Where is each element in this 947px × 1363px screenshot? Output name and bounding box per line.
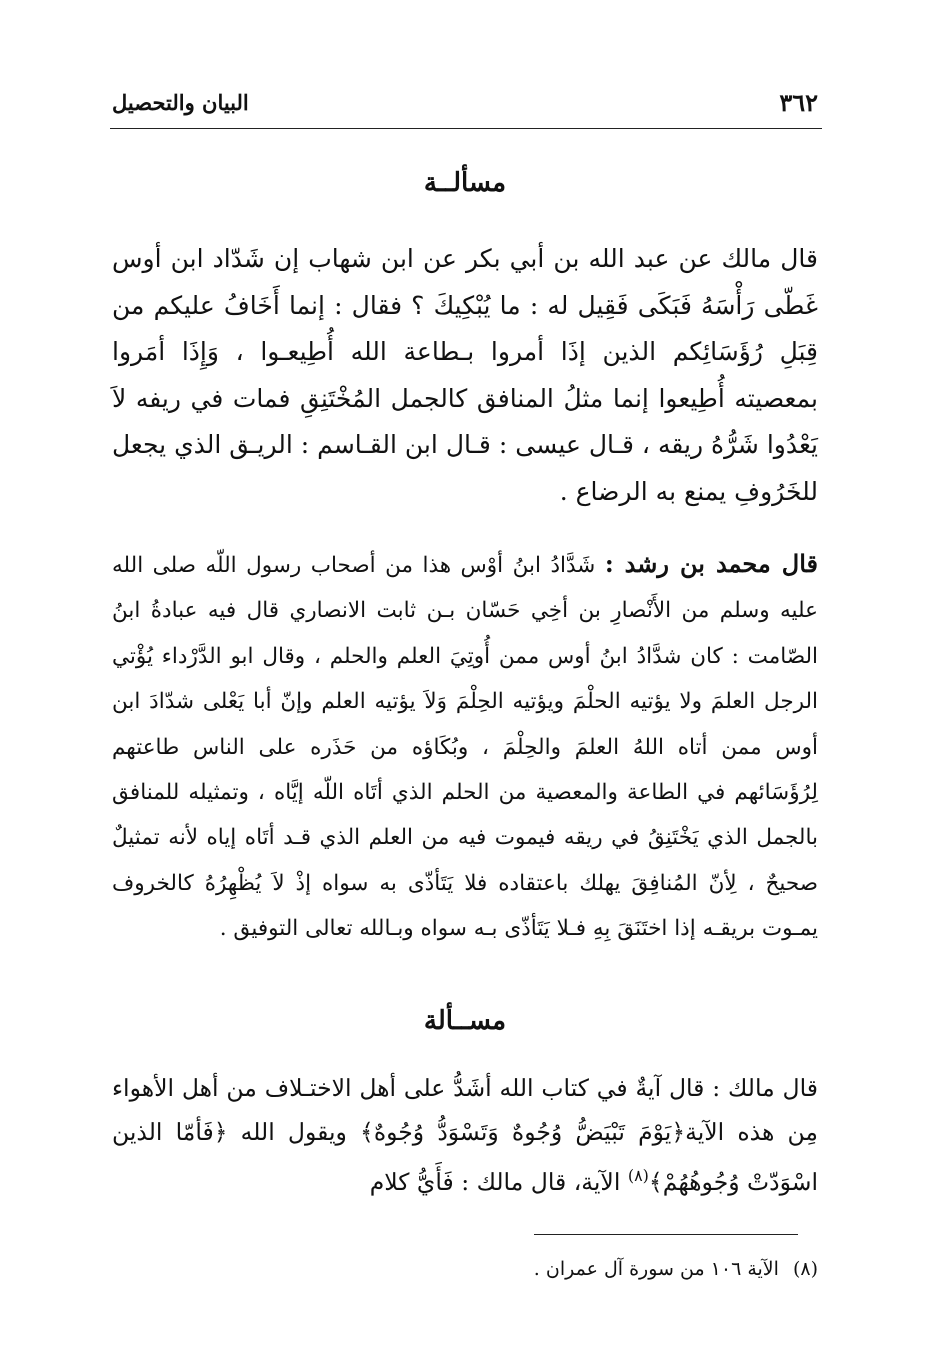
footnote-reference: (٨) [627,1166,649,1185]
header-rule [110,128,822,129]
commentary-lead: قال محمد بن رشد : [604,549,818,578]
paragraph-text: قال مالك عن عبد الله بن أبي بكر عن ابن شهاب إن شَدّاد ابن أوس غَطّى رَأْسَهُ فَبَكَى فَقِيل له : ما يُبْكِيكَ ؟ فقال : إنما أَخَافُ عليكم من قِبَلِ رُؤَسَائِكم الذين إذَا أمروا بـطاعة الله أُطِيعـوا ، وَإِذَا أمَروا بمعصيته أُطِيعوا إنما مثلُ المنافق كالجمل المُخْتَنِقِ فمات في ريفه لاَ يَعْدُوا شَرُّهُ ريقه ، قـال عيسى : قـال ابن القـاسم : الريـق الذي يجعل للخَرُوفِ يمنع به الرضاع . [112,244,818,506]
page-header [112,88,818,128]
running-title: البيان والتحصيل [112,90,249,115]
paragraph-text [112,1066,818,1204]
section-heading-1: مسألــة [423,168,507,198]
footnote-rule [534,1234,798,1235]
question-text-b: الآية، قال مالك : فَأَيُّ كلام [369,1167,628,1196]
paragraph-question [112,1066,818,1204]
commentary-text: شَدَّادُ ابنُ أوْس هذا من أصحاب رسول اللّه صلى الله عليه وسلم من الأَنْصارِ بن أخِي حَسّان بـن ثابت الانصاري قال فيه عبادةُ ابنُ الصّامت : كان شدَّادُ ابنُ أوس ممن أُوتِيَ العلم والحلم ، وقال ابو الدَّرْداء يُؤْتي الرجل العلمَ ولا يؤتيه الحلْمَ ويؤتيه الحِلْمَ وَلاَ يؤتيه العلم وإنّ أبا يَعْلى شدّادَ ابن أوس ممن أتاه اللهُ العلمَ والحِلْمَ ، وبُكَاؤه من حَذَره على الناس طاعتهم لِرُؤَسَائهم في الطاعة والمعصية من الحلم الذي أتَاه اللّه إيَّاه ، وتمثيله للمنافق بالجمل الذي يَخْتَنِقُ في ريقه فيموت فيه من العلم الذي قـد أتَاه إياه لأنه تمثيلٌ صحيحٌ ، لِأنّ المُنافِقَ يهلك باعتقاده فلا يَتَأذّى به سواه إذْ لاَ يُظْهِرُهُ كالخروف يمـوت بريقـه إذا اختَنَقَ بِهِ فـلا يَتَأذّى بـه سواه وبـالله تعالى التوفيق . [112,553,818,942]
paragraph-hadith [112,236,818,515]
footnote-text: الآية ١٠٦ من سورة آل عمران . [533,1258,779,1280]
footnote [300,1258,818,1280]
paragraph-text [112,541,818,952]
footnote-marker: (٨) [792,1258,818,1280]
page-number: ٣٦٢ [779,88,818,117]
paragraph-commentary [112,541,818,952]
question-text-a: قال مالك : قال آيةٌ في كتاب الله أشَدُّ على أهل الاختـلاف من أهل الأهواء مِن هذه الآية﴿يَوْمَ تَبْيَضُّ وُجُوهٌ وَتَسْوَدُّ وُجُوهٌ﴾ ويقول الله ﴿فَأمّا الذين اسْوَدّتْ وُجُوهُهُمْ﴾ [112,1074,818,1196]
section-heading-2: مســألة [423,1006,507,1036]
